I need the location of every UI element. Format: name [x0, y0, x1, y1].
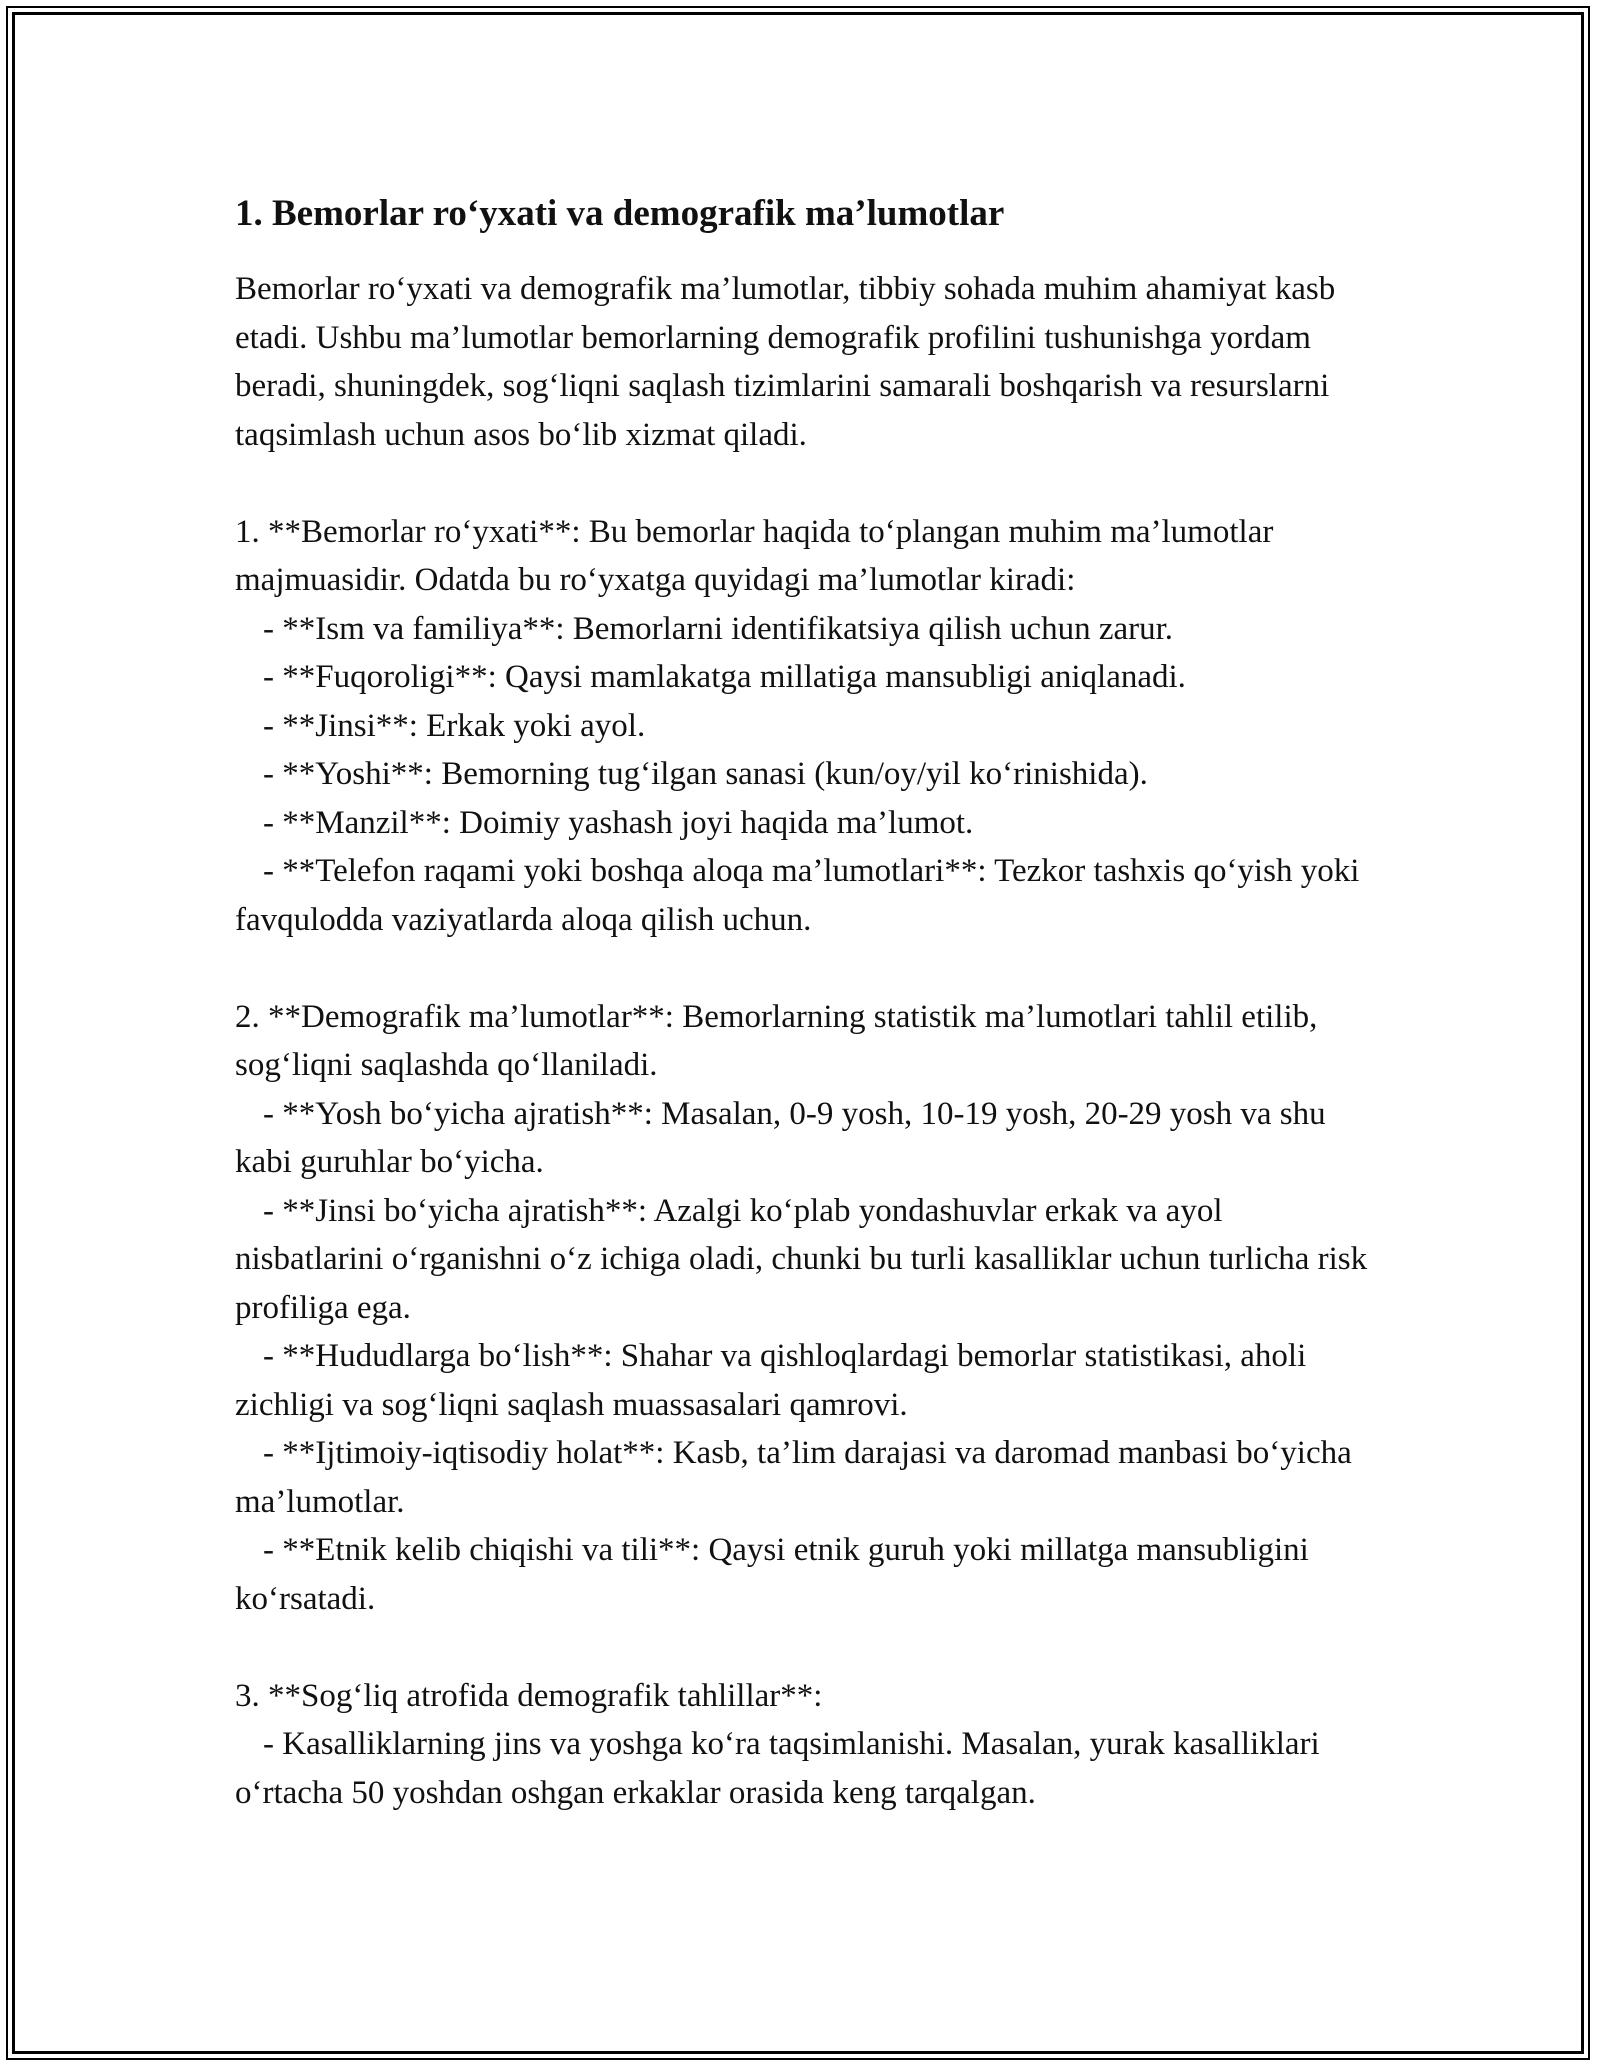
list-item: - Kasalliklarning jins va yoshga ko‘ra taqsimlanishi. Masalan, yurak kasalliklari o‘rtacha 50 yoshdan oshgan erkaklar orasida keng tarqalgan. — [235, 1726, 1328, 1811]
list-item: - **Fuqoroligi**: Qaysi mamlakatga millatiga mansubligi aniqlanadi. — [263, 659, 1186, 695]
list-item: - **Ism va familiya**: Bemorlarni identifikatsiya qilish uchun zarur. — [263, 610, 1174, 647]
section3-lead: 3. **Sog‘liq atrofida demografik tahlillar**: — [235, 1677, 823, 1714]
list-item: - **Telefon raqami yoki boshqa aloqa ma’lumotlari**: Tezkor tashxis qo‘yish yoki favqulodda vaziyatlarda aloqa qilish uchun. — [235, 853, 1368, 938]
document-body — [235, 185, 1376, 1817]
list-item: - **Manzil**: Doimiy yashash joyi haqida ma’lumot. — [263, 804, 974, 841]
list-item: - **Etnik kelib chiqishi va tili**: Qaysi etnik guruh yoki millatga mansubligini ko‘rsatadi. — [235, 1532, 1318, 1617]
list-item: - **Ijtimoiy-iqtisodiy holat**: Kasb, ta’lim darajasi va daromad manbasi bo‘yicha ma’lumotlar. — [235, 1435, 1360, 1520]
list-item: - **Jinsi bo‘yicha ajratish**: Azalgi ko‘plab yondashuvlar erkak va ayol nisbatlarini o‘rganishni o‘z ichiga oladi, chunki bu turli kasalliklar uchun turlicha risk profiliga ega. — [235, 1192, 1376, 1326]
document-title: 1. Bemorlar ro‘yxati va demografik ma’lumotlar — [235, 193, 1005, 234]
list-item: - **Jinsi**: Erkak yoki ayol. — [263, 707, 646, 744]
section1-lead: 1. **Bemorlar ro‘yxati**: Bu bemorlar haqida to‘plangan muhim ma’lumotlar majmuasidir. Odatda bu ro‘yxatga quyidagi ma’lumotlar kiradi: — [235, 513, 1282, 598]
list-item: - **Yosh bo‘yicha ajratish**: Masalan, 0-9 yosh, 10-19 yosh, 20-29 yosh va shu kabi guruhlar bo‘yicha. — [235, 1095, 1334, 1180]
intro-paragraph: Bemorlar ro‘yxati va demografik ma’lumotlar, tibbiy sohada muhim ahamiyat kasb etadi. Ushbu ma’lumotlar bemorlarning demografik profilini tushunishga yordam beradi, shuningdek, sog‘liqni saqlash tizimlarini samarali boshqarish va resurslarni taqsimlash uchun asos bo‘lib xizmat qiladi. — [235, 271, 1344, 453]
list-item: - **Hududlarga bo‘lish**: Shahar va qishloqlardagi bemorlar statistikasi, aholi zichligi va sog‘liqni saqlash muassasalari qamrovi. — [235, 1338, 1315, 1423]
list-item: - **Yoshi**: Bemorning tug‘ilgan sanasi (kun/oy/yil ko‘rinishida). — [263, 756, 1148, 792]
section2-lead: 2. **Demografik ma’lumotlar**: Bemorlarning statistik ma’lumotlari tahlil etilib, sog‘liqni saqlashda qo‘llaniladi. — [235, 998, 1326, 1083]
